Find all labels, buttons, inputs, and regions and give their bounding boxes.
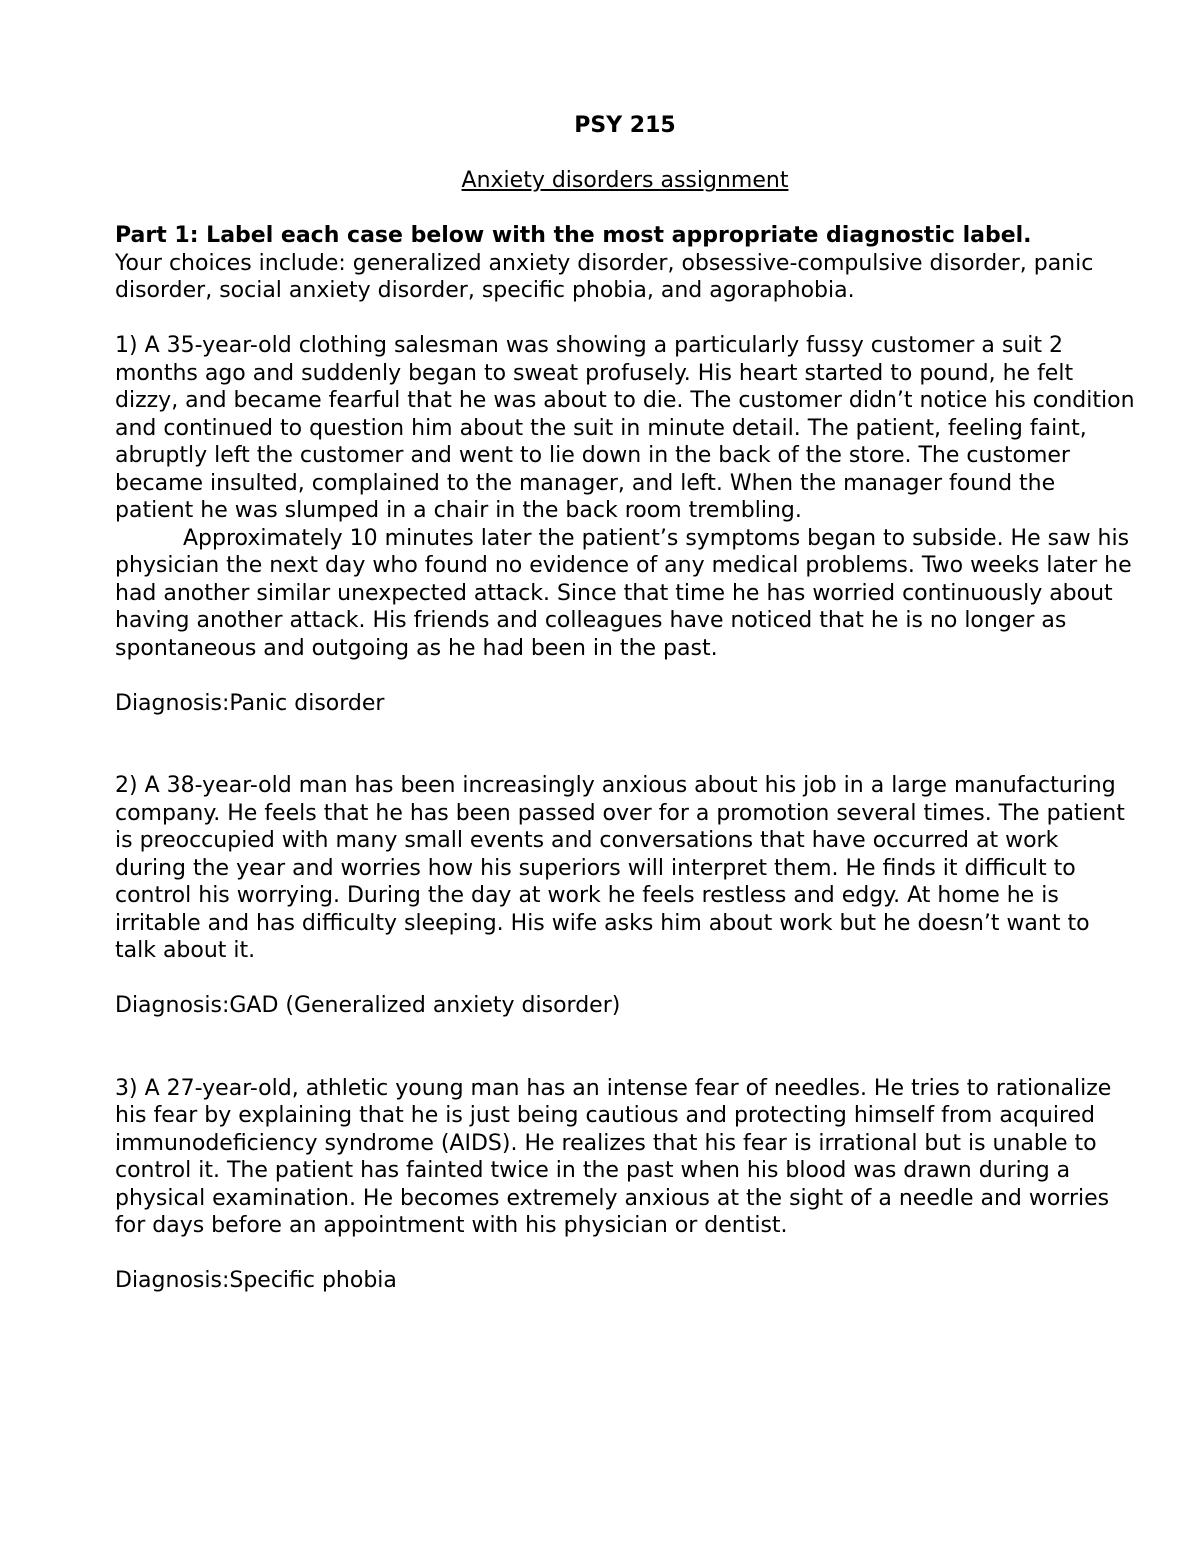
case-1-paragraph-1: 1) A 35-year-old clothing salesman was showing a particularly fussy customer a suit 2 months ago and suddenly began to sweat profusely. His heart started to pound, he felt dizzy, and became fearful that he was about to die. The customer didn’t notice his condition and continued to question him about the suit in minute detail. The patient, feeling faint, abruptly left the customer and went to lie down in the back of the store. The customer became insulted, complained to the manager, and left. When the manager found the patient he was slumped in a chair in the back room trembling.: [115, 333, 1135, 523]
case-3-paragraph-1: 3) A 27-year-old, athletic young man has an intense fear of needles. He tries to rationalize his fear by explaining that he is just being cautious and protecting himself from acquired immunodeficiency syndrome (AIDS). He realizes that his fear is irrational but is unable to control it. The patient has fainted twice in the past when his blood was drawn during a physical examination. He becomes extremely anxious at the sight of a needle and worries for days before an appointment with his physician or dentist.: [115, 1075, 1112, 1238]
case-3-diagnosis: Diagnosis:Specific phobia: [115, 1268, 397, 1293]
case-2: [115, 772, 1135, 1020]
course-title: PSY 215: [574, 113, 676, 138]
document-page: [115, 112, 1135, 1295]
part1-section: [115, 222, 1135, 305]
case-1-diagnosis: Diagnosis:Panic disorder: [115, 690, 385, 716]
case-2-paragraph-1: 2) A 38-year-old man has been increasingly anxious about his job in a large manufacturing company. He feels that he has been passed over for a promotion several times. The patient is preoccupied with many small events and conversations that have occurred at work during the year and worries how his superiors will interpret them. He finds it difficult to control his worrying. During the day at work he feels restless and edgy. At home he is irritable and has difficulty sleeping. His wife asks him about work but he doesn’t want to talk about it.: [115, 773, 1125, 963]
case-1-paragraph-2: Approximately 10 minutes later the patient’s symptoms began to subside. He saw his physician the next day who found no evidence of any medical problems. Two weeks later he had another similar unexpected attack. Since that time he has worried continuously about having another attack. His friends and colleagues have noticed that he is no longer as spontaneous and outgoing as he had been in the past.: [115, 525, 1132, 661]
part1-heading: Part 1: Label each case below with the most appropriate diagnostic label.: [115, 223, 1032, 248]
case-3: [115, 1075, 1135, 1295]
assignment-title: Anxiety disorders assignment: [461, 168, 789, 193]
case-1: [115, 332, 1135, 717]
part1-instructions: Your choices include: generalized anxiety disorder, obsessive-compulsive disorder, panic disorder, social anxiety disorder, specific phobia, and agoraphobia.: [115, 250, 1094, 303]
case-2-diagnosis: Diagnosis:GAD (Generalized anxiety disorder): [115, 993, 621, 1018]
